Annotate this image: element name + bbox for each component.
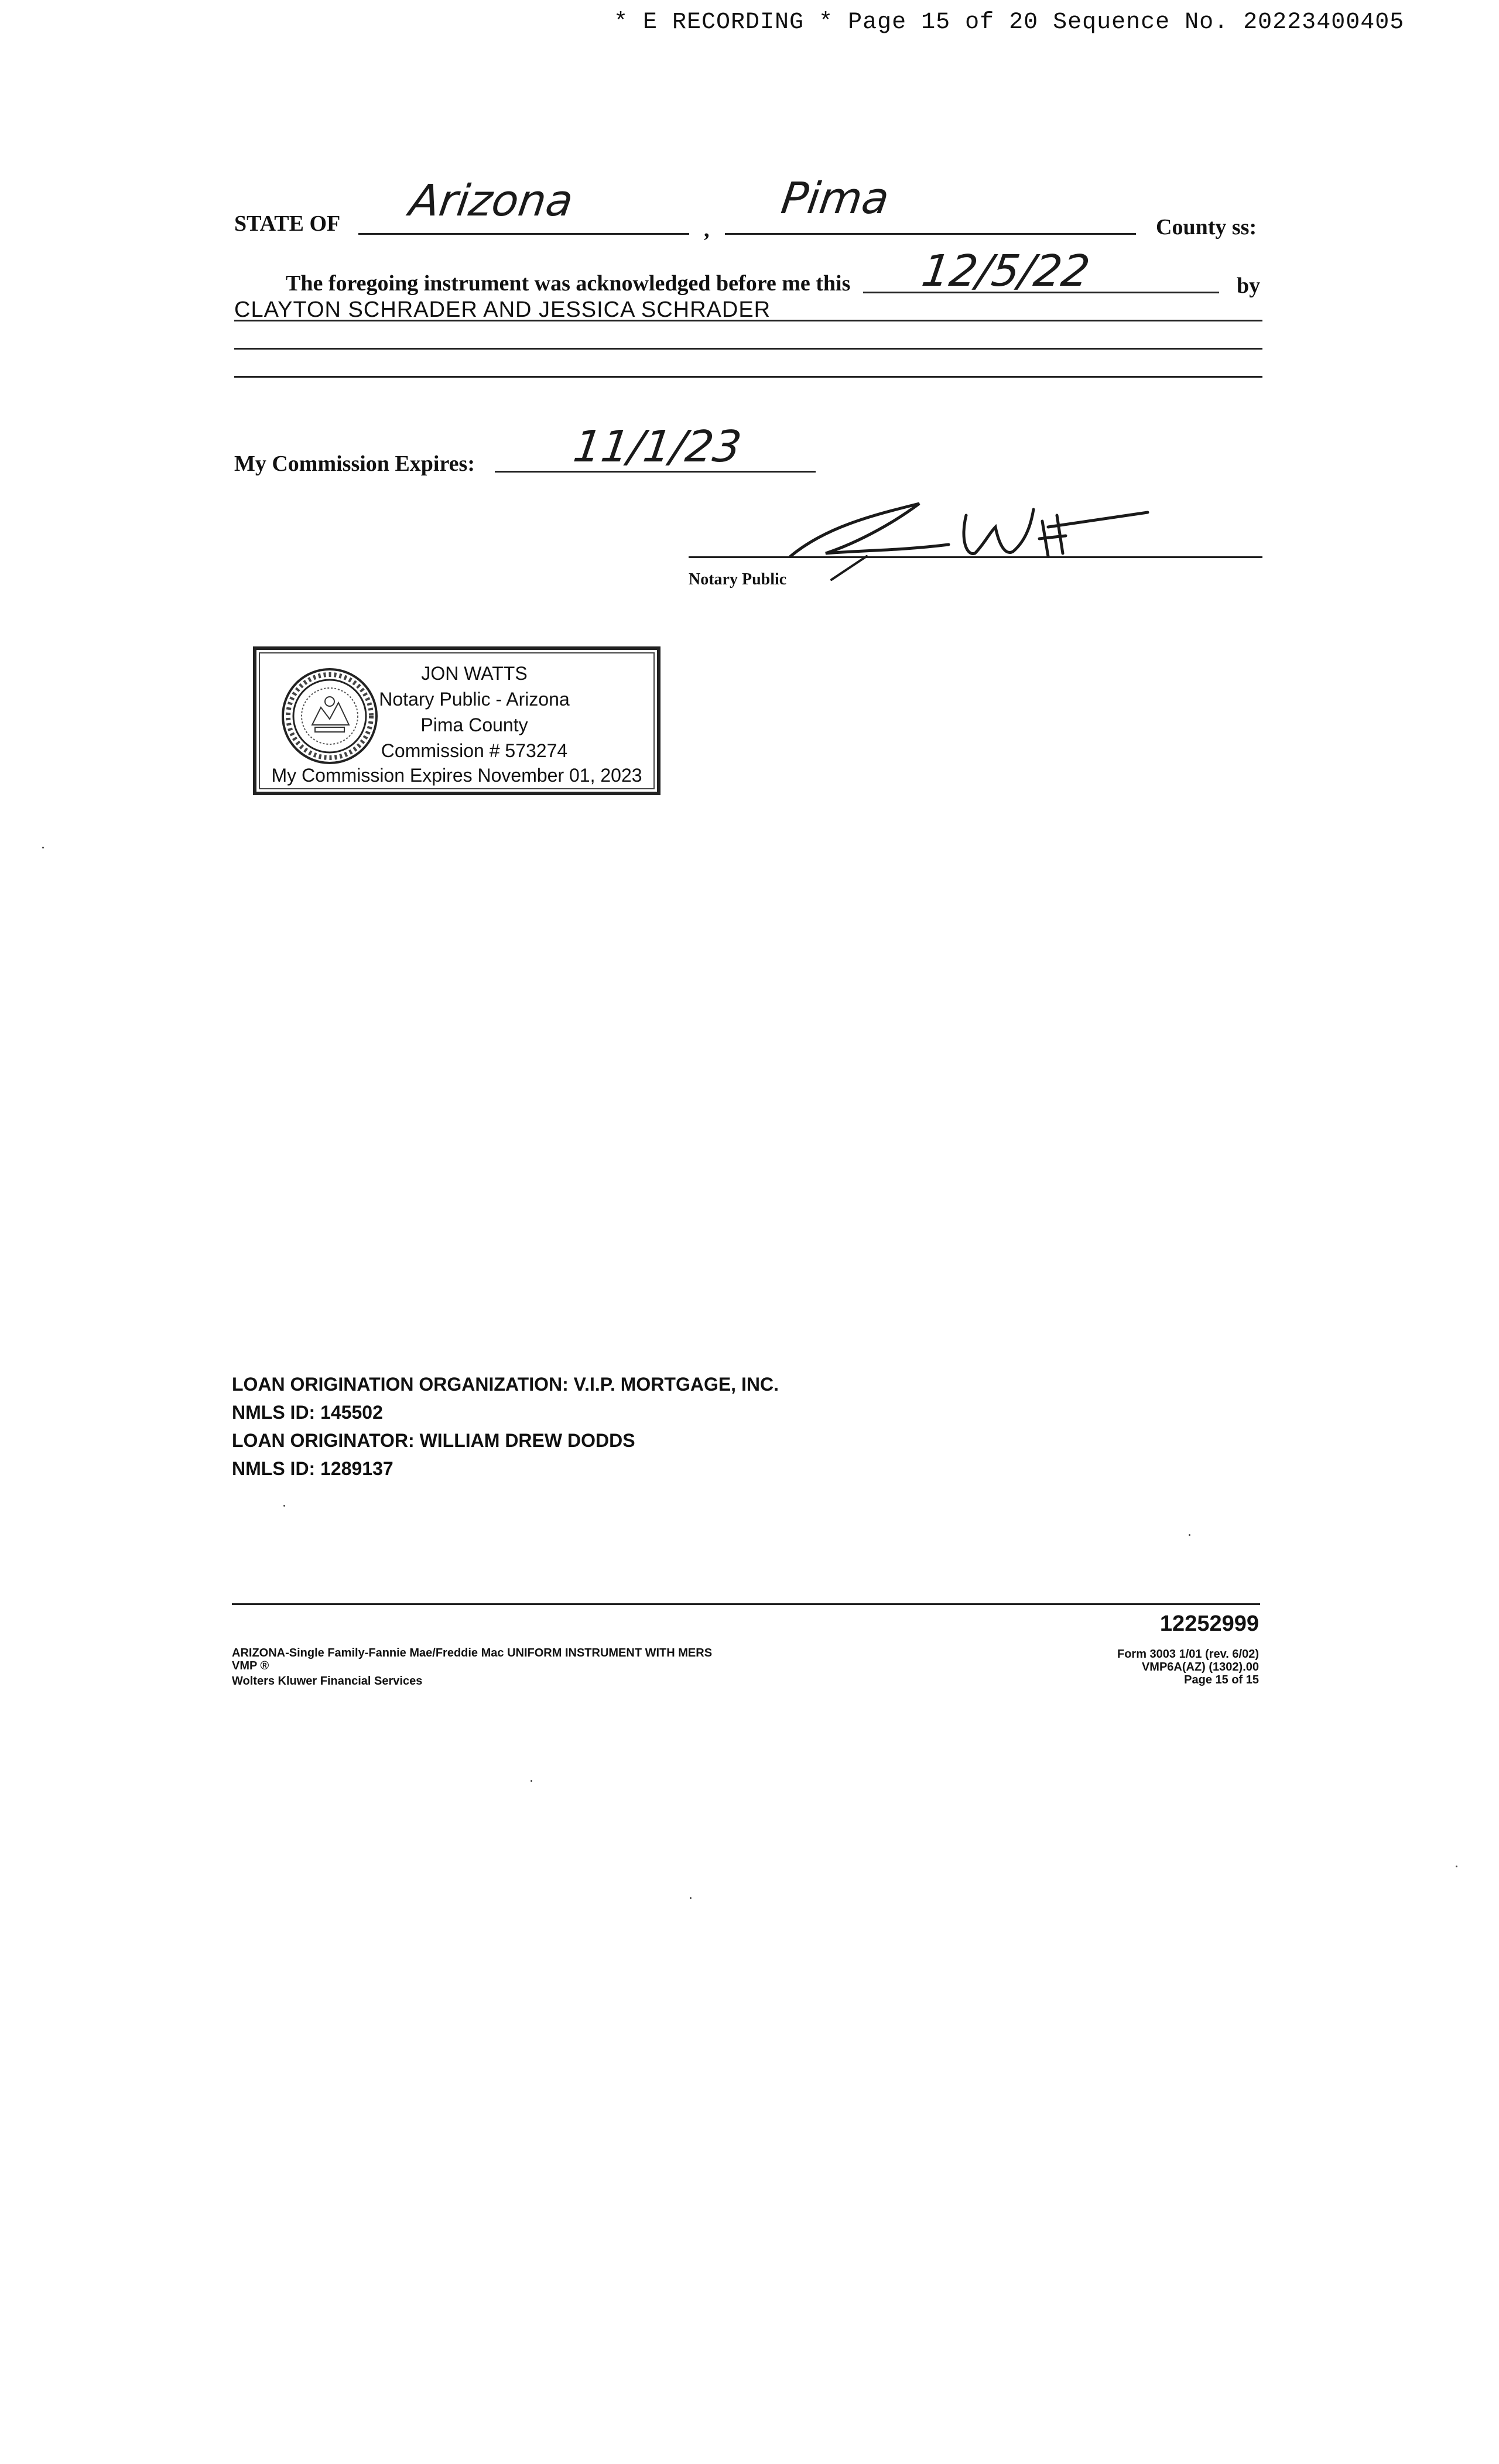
stamp-name: JON WATTS (421, 663, 528, 684)
page-of: Page 15 of 15 (1184, 1674, 1259, 1686)
stamp-expires: My Commission Expires November 01, 2023 (271, 765, 642, 786)
by-label: by (1237, 273, 1261, 298)
vmp-code: VMP6A(AZ) (1302).00 (1141, 1661, 1259, 1674)
county-ss-label: County ss: (1156, 215, 1257, 239)
state-of-label: STATE OF (234, 211, 341, 236)
scan-speck (1456, 1866, 1457, 1867)
stamp-title: Notary Public - Arizona (379, 689, 570, 710)
loan-org-nmls: NMLS ID: 145502 (232, 1402, 383, 1423)
form-title: ARIZONA-Single Family-Fannie Mae/Freddie Mac UNIFORM INSTRUMENT WITH MERS (232, 1647, 713, 1659)
date-handwritten: 12/5/22 (918, 246, 1093, 296)
publisher: Wolters Kluwer Financial Services (232, 1675, 423, 1688)
form-number: Form 3003 1/01 (rev. 6/02) (1117, 1648, 1259, 1661)
loan-originator-line: LOAN ORIGINATOR: WILLIAM DREW DODDS (232, 1430, 635, 1451)
state-handwritten: Arizona (406, 176, 577, 226)
loan-org-line: LOAN ORIGINATION ORGANIZATION: V.I.P. MORTGAGE, INC. (232, 1374, 779, 1395)
notary-public-label: Notary Public (689, 570, 787, 588)
blank-line-2 (234, 376, 1262, 378)
stamp-county: Pima County (420, 714, 528, 735)
commission-expires-handwritten: 11/1/23 (570, 422, 745, 472)
signers-line (234, 320, 1262, 321)
loan-number: 12252999 (1159, 1611, 1259, 1636)
loan-originator-nmls: NMLS ID: 1289137 (232, 1458, 393, 1479)
comma: , (704, 217, 710, 242)
scan-speck (42, 847, 44, 848)
commission-expires-label: My Commission Expires: (234, 451, 475, 476)
county-handwritten: Pima (778, 173, 892, 224)
notary-stamp (253, 646, 660, 795)
stamp-commission: Commission # 573274 (381, 740, 568, 761)
recording-header: * E RECORDING * Page 15 of 20 Sequence No. 20223400405 (614, 9, 1405, 36)
signers-names: CLAYTON SCHRADER AND JESSICA SCHRADER (234, 297, 771, 322)
footer-rule (232, 1603, 1260, 1605)
state-line (358, 233, 689, 235)
scan-speck (531, 1780, 532, 1782)
vmp-mark: VMP ® (232, 1659, 269, 1672)
scan-speck (283, 1505, 285, 1507)
acknowledged-text: The foregoing instrument was acknowledged before me this (286, 271, 851, 296)
scan-speck (1189, 1534, 1190, 1536)
county-line (725, 233, 1136, 235)
notary-signature (773, 486, 1159, 591)
blank-line-1 (234, 348, 1262, 350)
scan-speck (690, 1897, 692, 1899)
